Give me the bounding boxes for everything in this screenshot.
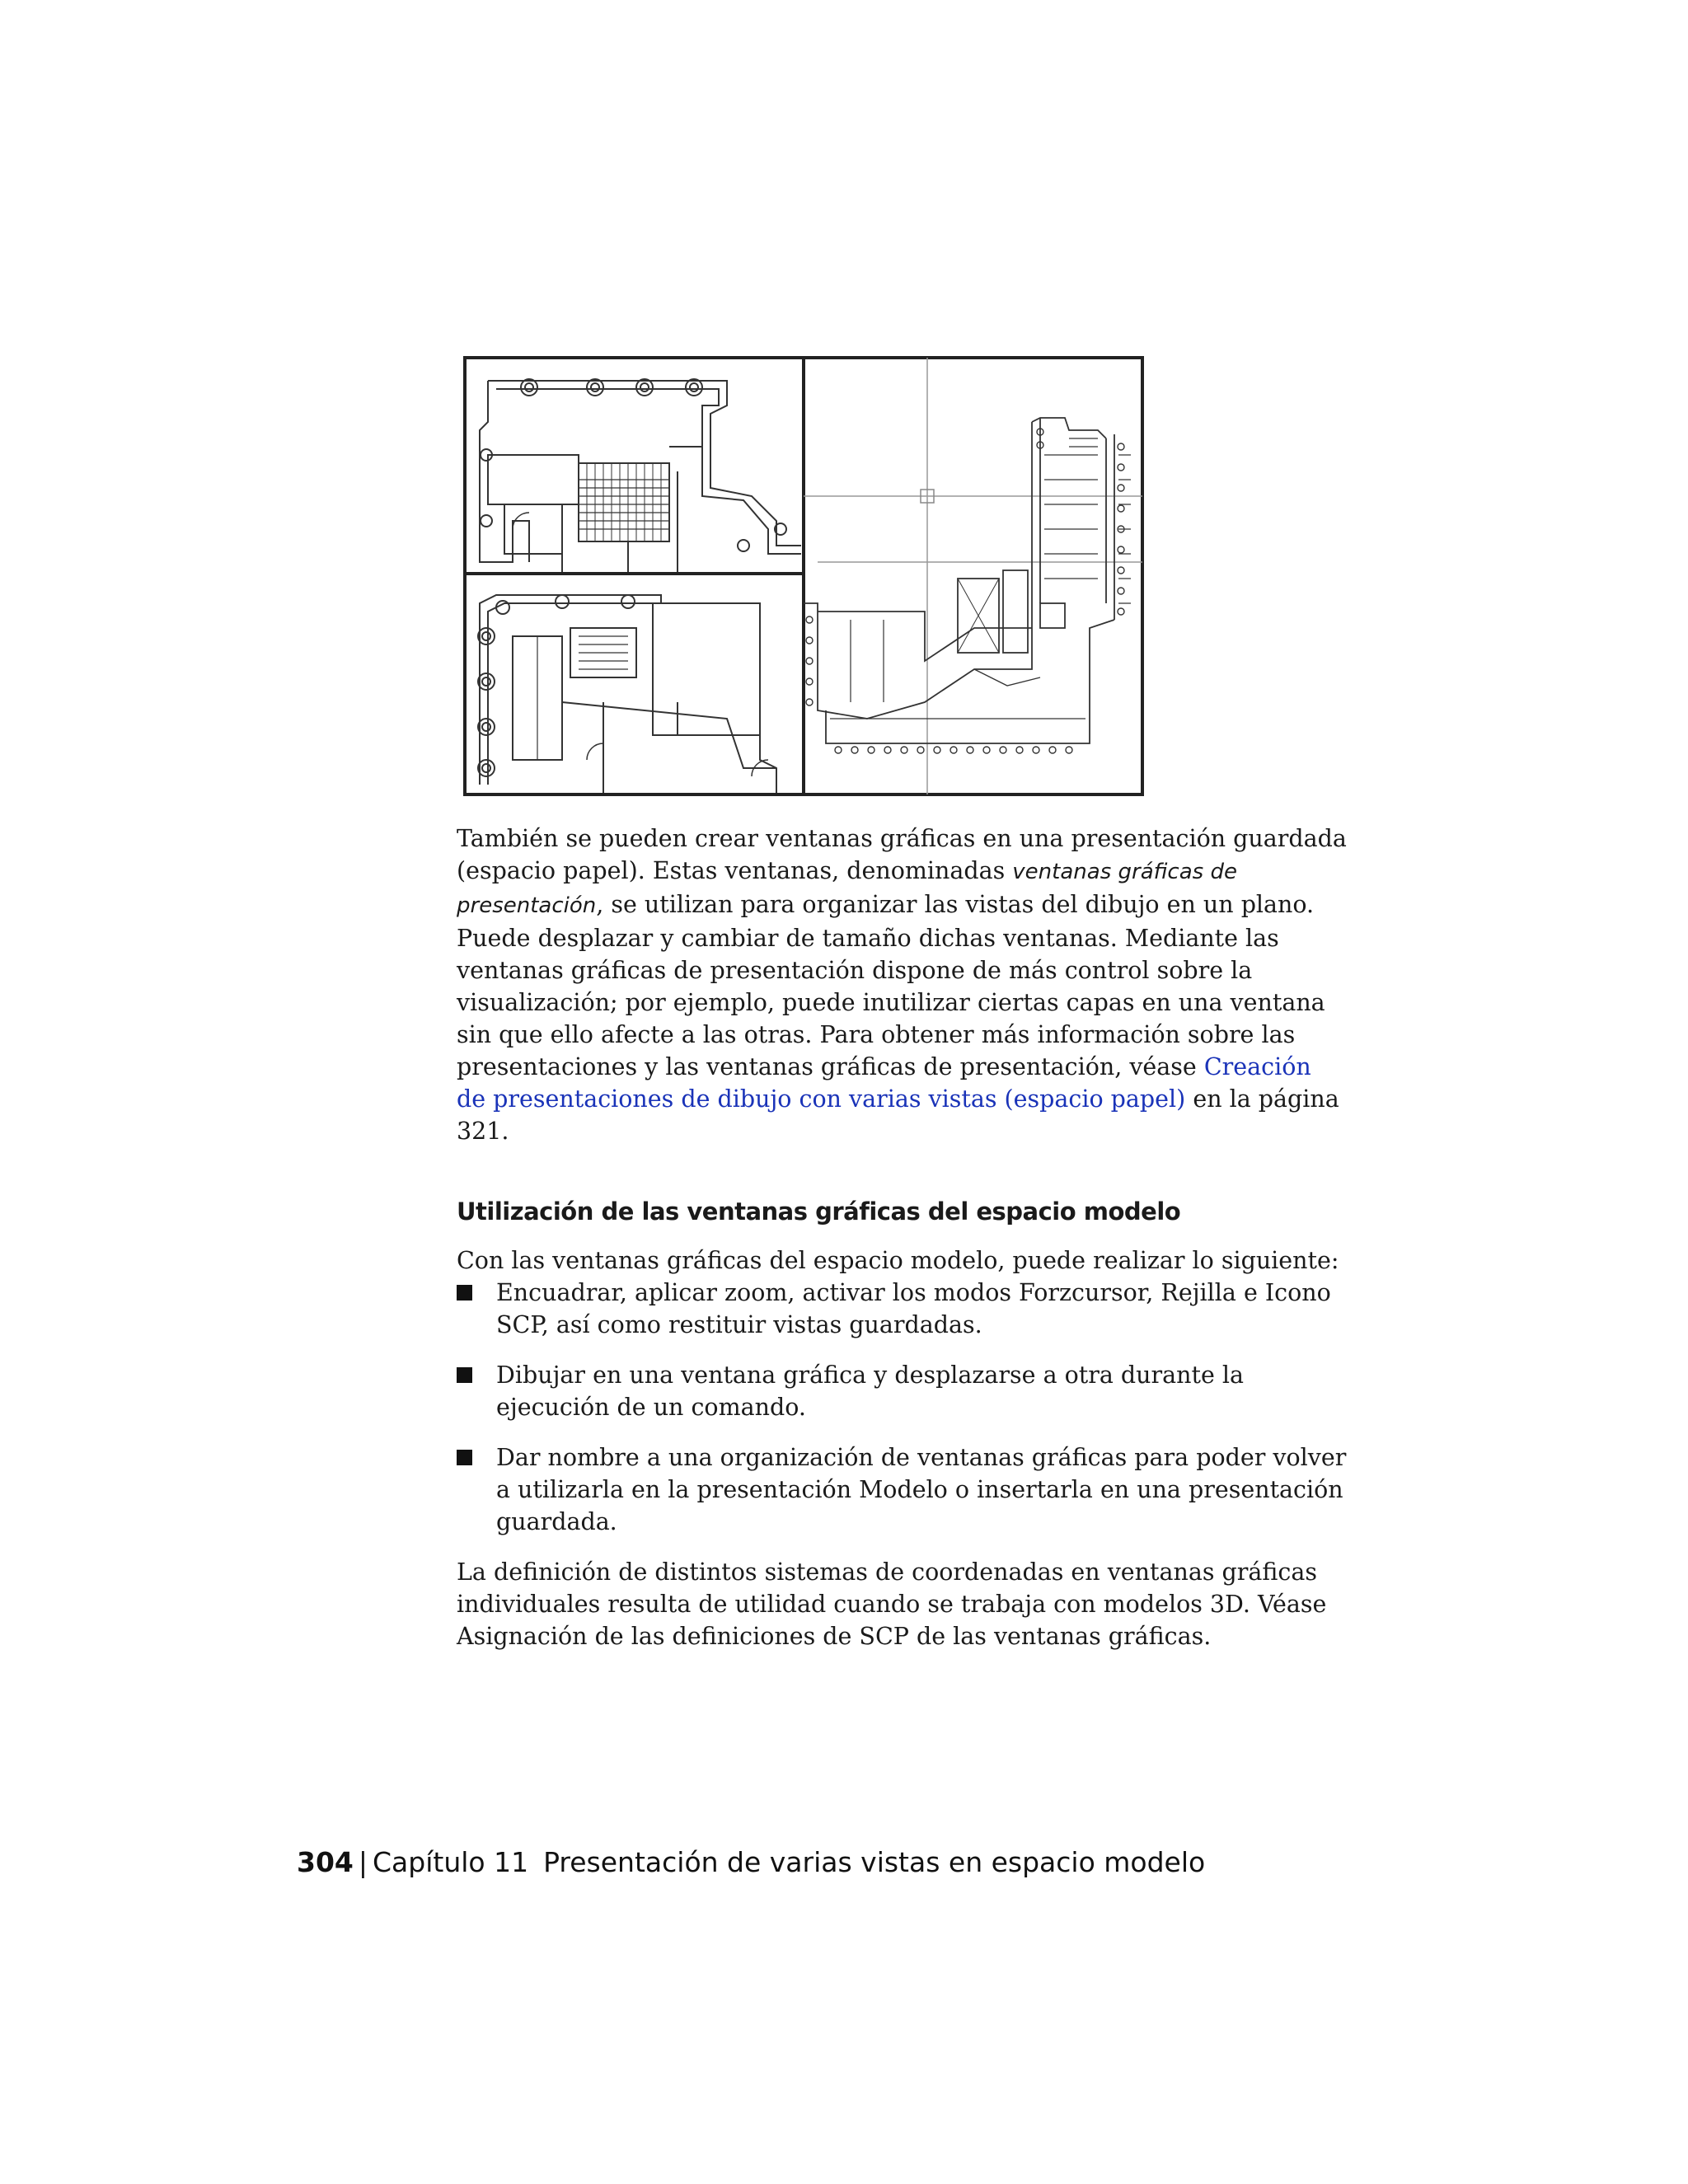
square-bullet-icon <box>457 1367 472 1383</box>
page-number: 304 <box>297 1846 354 1878</box>
closing-paragraph: La definición de distintos sistemas de coordenadas en ventanas gráficas individuales resulta de utilidad cuando se trabaja con modelos 3D. Véase Asignación de las definiciones de SCP de las ventanas gráficas. <box>457 1558 1327 1650</box>
section-heading: Utilización de las ventanas gráficas del espacio modelo <box>457 1197 1181 1226</box>
chapter-label: Capítulo 11 <box>373 1846 529 1878</box>
square-bullet-icon <box>457 1450 472 1465</box>
bullet-list <box>457 1277 1347 1538</box>
list-item-text: Dibujar en una ventana gráfica y desplazarse a otra durante la ejecución de un comando. <box>496 1361 1244 1421</box>
top-left-viewport <box>480 379 801 572</box>
list-item-text: Dar nombre a una organización de ventanas gráficas para poder volver a utilizarla en la presentación Modelo o insertarla en una presentación guardada. <box>496 1444 1347 1535</box>
list-item <box>457 1441 1347 1538</box>
intro-paragraph: Con las ventanas gráficas del espacio modelo, puede realizar lo siguiente: <box>457 1247 1339 1274</box>
footer-separator: | <box>358 1846 368 1878</box>
page-footer <box>297 1846 1205 1879</box>
list-item <box>457 1277 1347 1341</box>
list-item-text: Encuadrar, aplicar zoom, activar los modos Forzcursor, Rejilla e Icono SCP, así como restituir vistas guardadas. <box>496 1279 1331 1338</box>
paragraph-text: , se utilizan para organizar las vistas del dibujo en un plano. Puede desplazar y cambiar de tamaño dichas ventanas. Mediante las ventanas gráficas de presentación dispone de más control sobre la visualización; por ejemplo, puede inutilizar ciertas capas en una ventana sin que ello afecte a las otras. Para obtener más información sobre las presentaciones y las ventanas gráficas de presentación, véase <box>457 891 1325 1080</box>
square-bullet-icon <box>457 1285 472 1301</box>
main-content <box>457 823 1347 1652</box>
right-viewport <box>804 358 1142 794</box>
cross-reference-link[interactable]: Creación de presentaciones de dibujo con varias vistas (espacio papel) <box>457 1053 1311 1113</box>
list-item <box>457 1359 1347 1423</box>
floor-plan-illustration <box>463 356 1144 796</box>
body-paragraph <box>457 823 1347 1147</box>
bottom-left-viewport <box>478 595 776 793</box>
viewport-figure <box>463 356 1144 796</box>
paragraph-text: en la página 321. <box>457 1085 1339 1145</box>
paragraph-text: También se pueden crear ventanas gráficas en una presentación guardada (espacio papel). Estas ventanas, denominadas <box>457 825 1347 884</box>
defined-term: ventanas gráficas de presentación <box>457 860 1237 918</box>
chapter-title: Presentación de varias vistas en espacio modelo <box>543 1846 1206 1878</box>
